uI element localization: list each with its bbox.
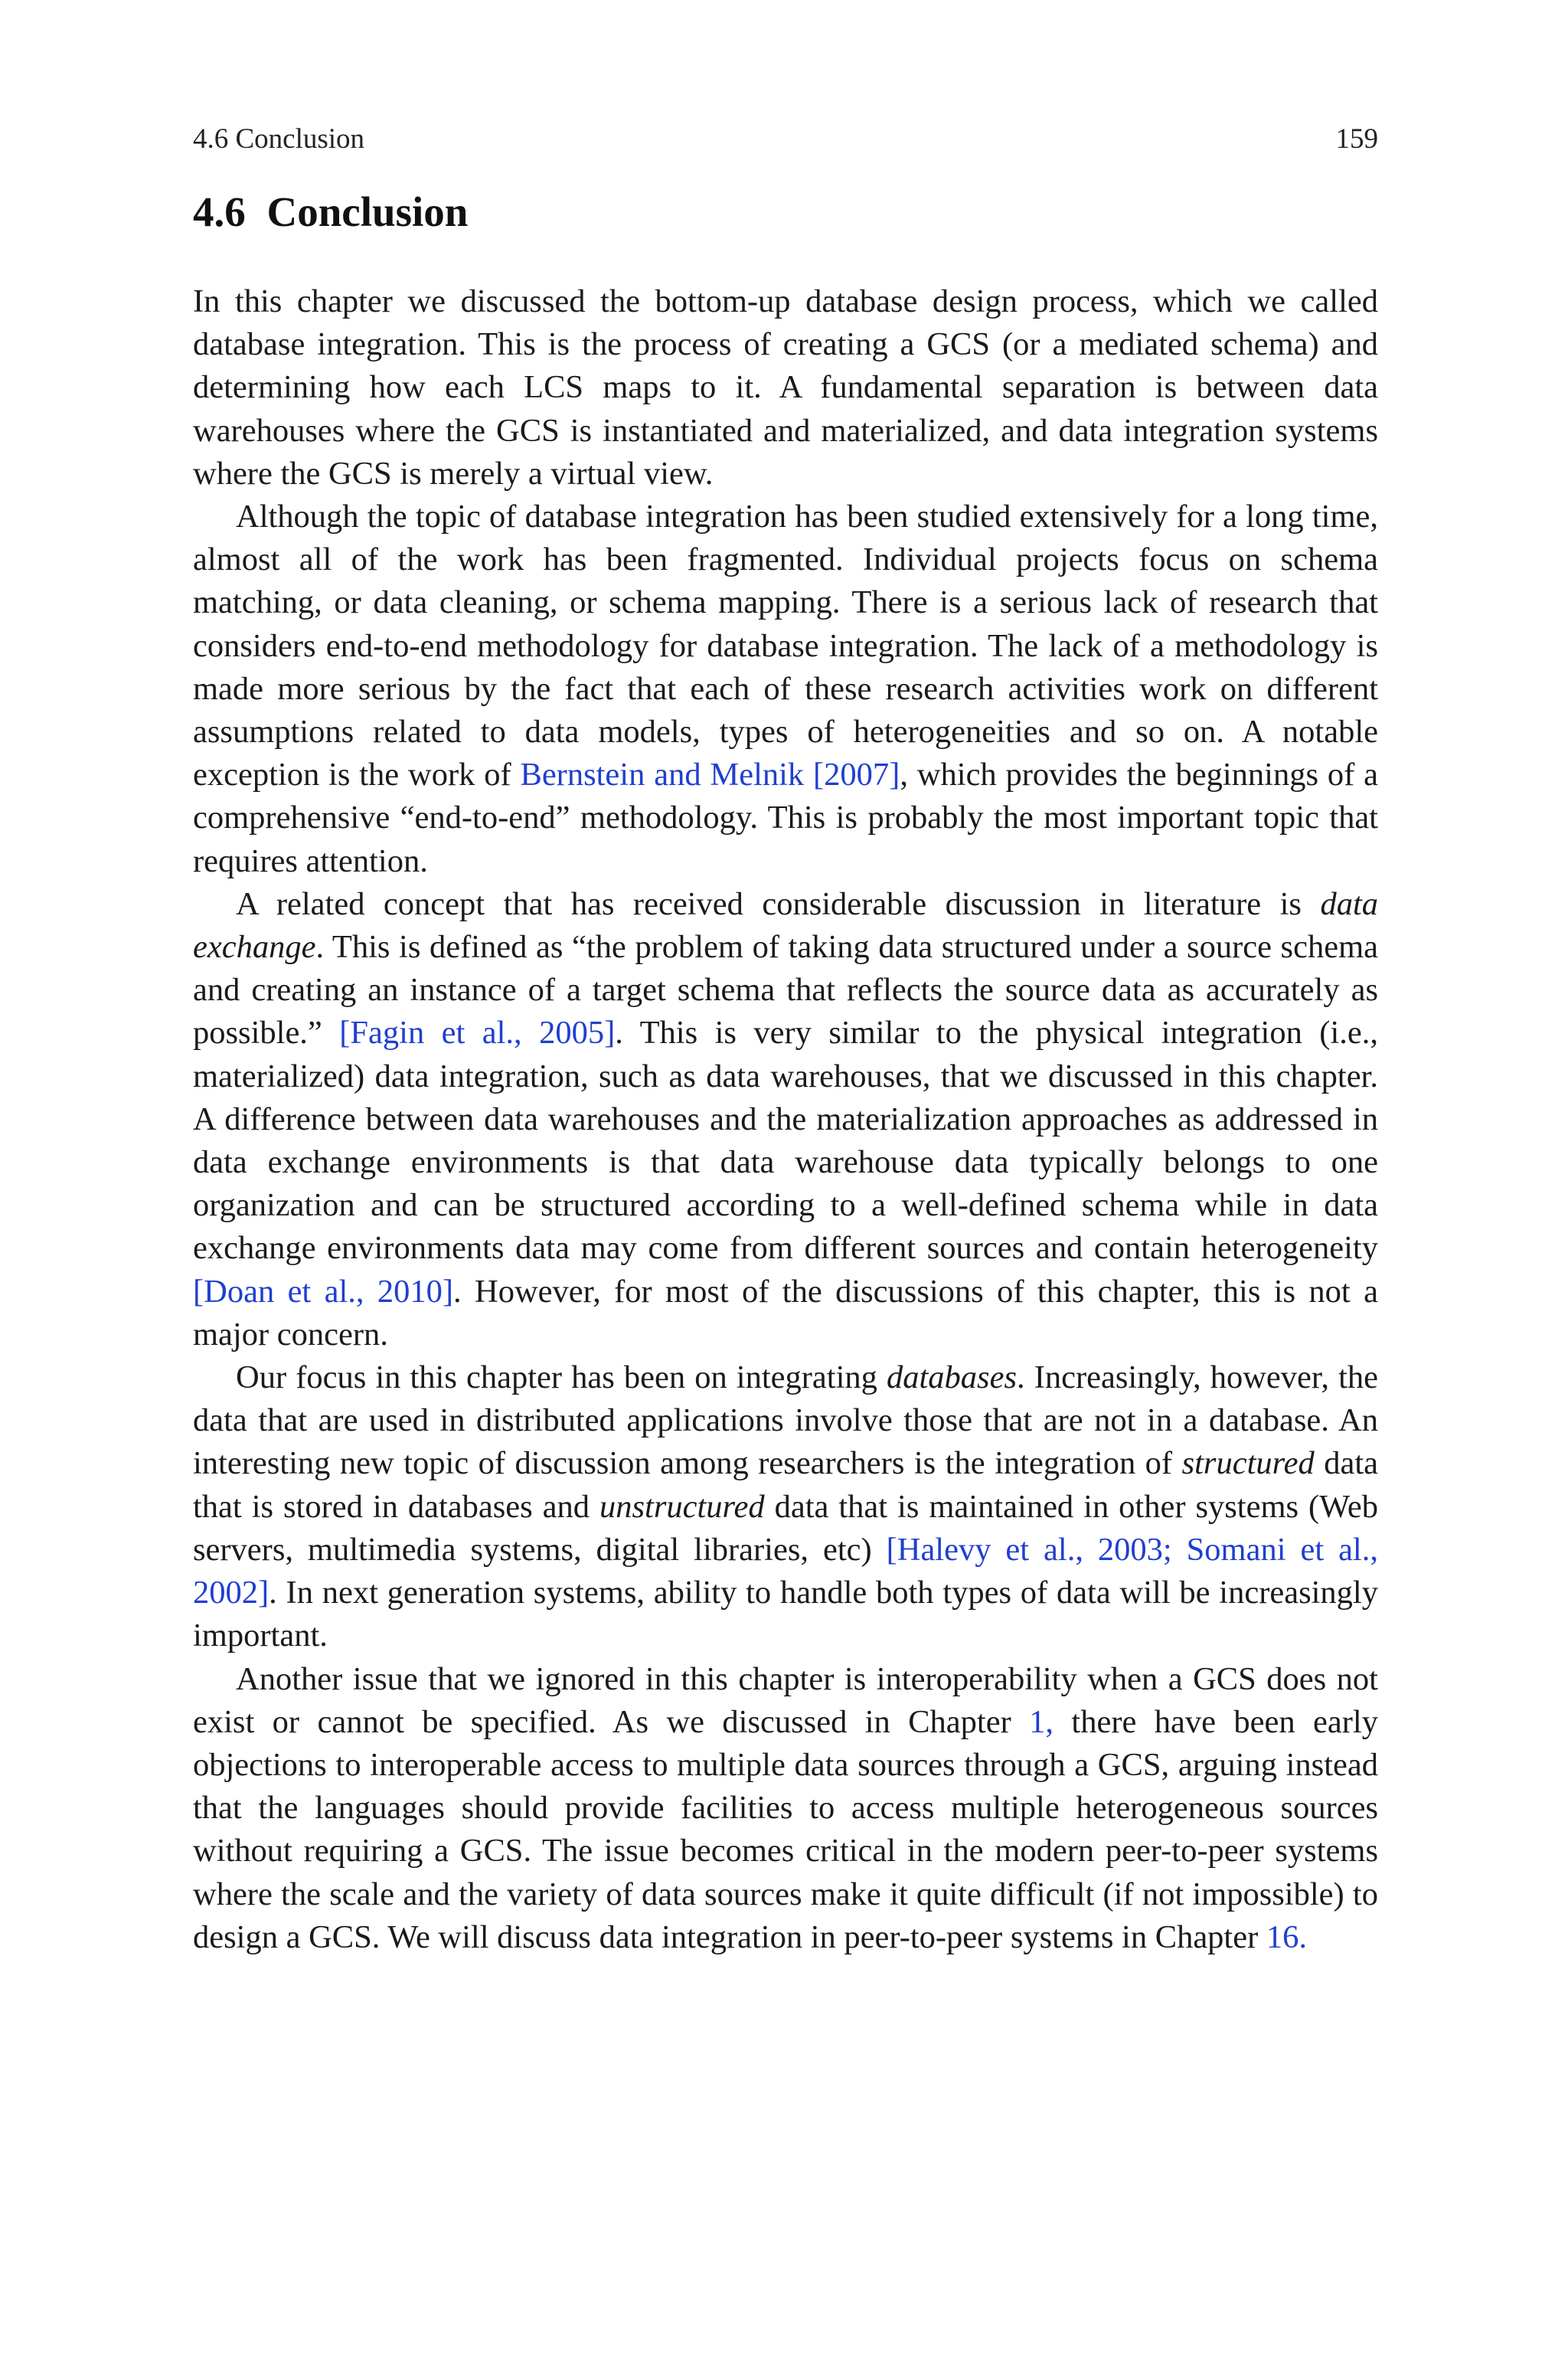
paragraph-text: . In next generation systems, ability to handle both types of data will be increasingly important. — [193, 1575, 1378, 1654]
chapter-link-1[interactable]: 1, — [1029, 1703, 1054, 1740]
paragraph-text: . Increasingly, however, the data that are used in distributed applications involve those that are not in a database. An interesting new topic of discussion among researchers is the integration of — [193, 1359, 1378, 1482]
page-number: 159 — [1335, 123, 1378, 155]
section-number: 4.6 — [193, 188, 246, 235]
section-heading — [193, 187, 1378, 237]
paragraph-text: . However, for most of the discussions of this chapter, this is not a major concern. — [193, 1273, 1378, 1353]
paragraph-1 — [193, 280, 1378, 496]
paragraph-text: Although the topic of database integration has been studied extensively for a long time, almost all of the work has been fragmented. Individual projects focus on schema matching, or data cleaning, or schema mapping. There is a serious lack of research that considers end-to-end methodology for database integration. The lack of a methodology is made more serious by the fact that each of these research activities work on different assumptions related to data models, types of heterogeneities and so on. A notable exception is the work of — [193, 499, 1378, 793]
citation-link-fagin[interactable]: [Fagin et al., 2005] — [339, 1015, 616, 1052]
paragraph-text: data that is maintained in other systems (Web servers, multimedia systems, digital libraries, etc) — [193, 1488, 1379, 1568]
paragraph-text: A related concept that has received considerable discussion in literature is — [236, 885, 1321, 922]
paragraph-4 — [193, 1356, 1378, 1657]
emphasis-term: databases — [887, 1359, 1017, 1396]
running-head-section: 4.6 Conclusion — [193, 123, 365, 155]
section-title: Conclusion — [266, 188, 469, 235]
paragraph-text: . This is defined as “the problem of taking data structured under a source schema and creating an instance of a target schema that reflects the source data as accurately as possible.” — [193, 929, 1378, 1052]
emphasis-term: data exchange — [193, 885, 1378, 966]
paragraph-text: , which provides the beginnings of a comprehensive “end-to-end” methodology. This is probably the most important topic that requires attention. — [193, 757, 1378, 879]
paragraph-text: . This is very similar to the physical integration (i.e., materialized) data integration, such as data warehouses, that we discussed in this chapter. A difference between data warehouses and the materialization approaches as addressed in data exchange environments is that data warehouse data typically belongs to one organization and can be structured according to a well-defined schema while in data exchange environments data may come from different sources and contain heterogeneity — [193, 1015, 1378, 1267]
paragraph-5 — [193, 1658, 1378, 1959]
emphasis-term: structured — [1181, 1445, 1315, 1482]
emphasis-term: unstructured — [599, 1488, 765, 1525]
running-head — [193, 123, 1378, 156]
body-text — [193, 280, 1378, 1959]
paragraph-3 — [193, 883, 1378, 1356]
page — [193, 123, 1378, 1959]
chapter-link-16[interactable]: 16. — [1266, 1918, 1308, 1955]
paragraph-2 — [193, 496, 1378, 883]
paragraph-text: data that is stored in databases and — [193, 1445, 1378, 1525]
paragraph-text: there have been early objections to interoperable access to multiple data sources through a GCS, arguing instead that the languages should provide facilities to access multiple heterogeneous sources without requiring a GCS. The issue becomes critical in the modern peer-to-peer systems where the scale and the variety of data sources make it quite difficult (if not impossible) to design a GCS. We will discuss data integration in peer-to-peer systems in Chapter — [193, 1703, 1378, 1955]
paragraph-text: In this chapter we discussed the bottom-up database design process, which we called database integration. This is the process of creating a GCS (or a mediated schema) and determining how each LCS maps to it. A fundamental separation is between data warehouses where the GCS is instantiated and materialized, and data integration systems where the GCS is merely a virtual view. — [193, 283, 1378, 492]
citation-link-halevy-somani[interactable]: [Halevy et al., 2003; Somani et al., 2002] — [193, 1531, 1378, 1611]
paragraph-text: Our focus in this chapter has been on integrating — [236, 1359, 887, 1396]
paragraph-text: Another issue that we ignored in this chapter is interoperability when a GCS does not exist or cannot be specified. As we discussed in Chapter — [193, 1660, 1378, 1740]
citation-link-bernstein-melnik[interactable]: Bernstein and Melnik [2007] — [520, 757, 900, 793]
citation-link-doan[interactable]: [Doan et al., 2010] — [193, 1273, 454, 1310]
